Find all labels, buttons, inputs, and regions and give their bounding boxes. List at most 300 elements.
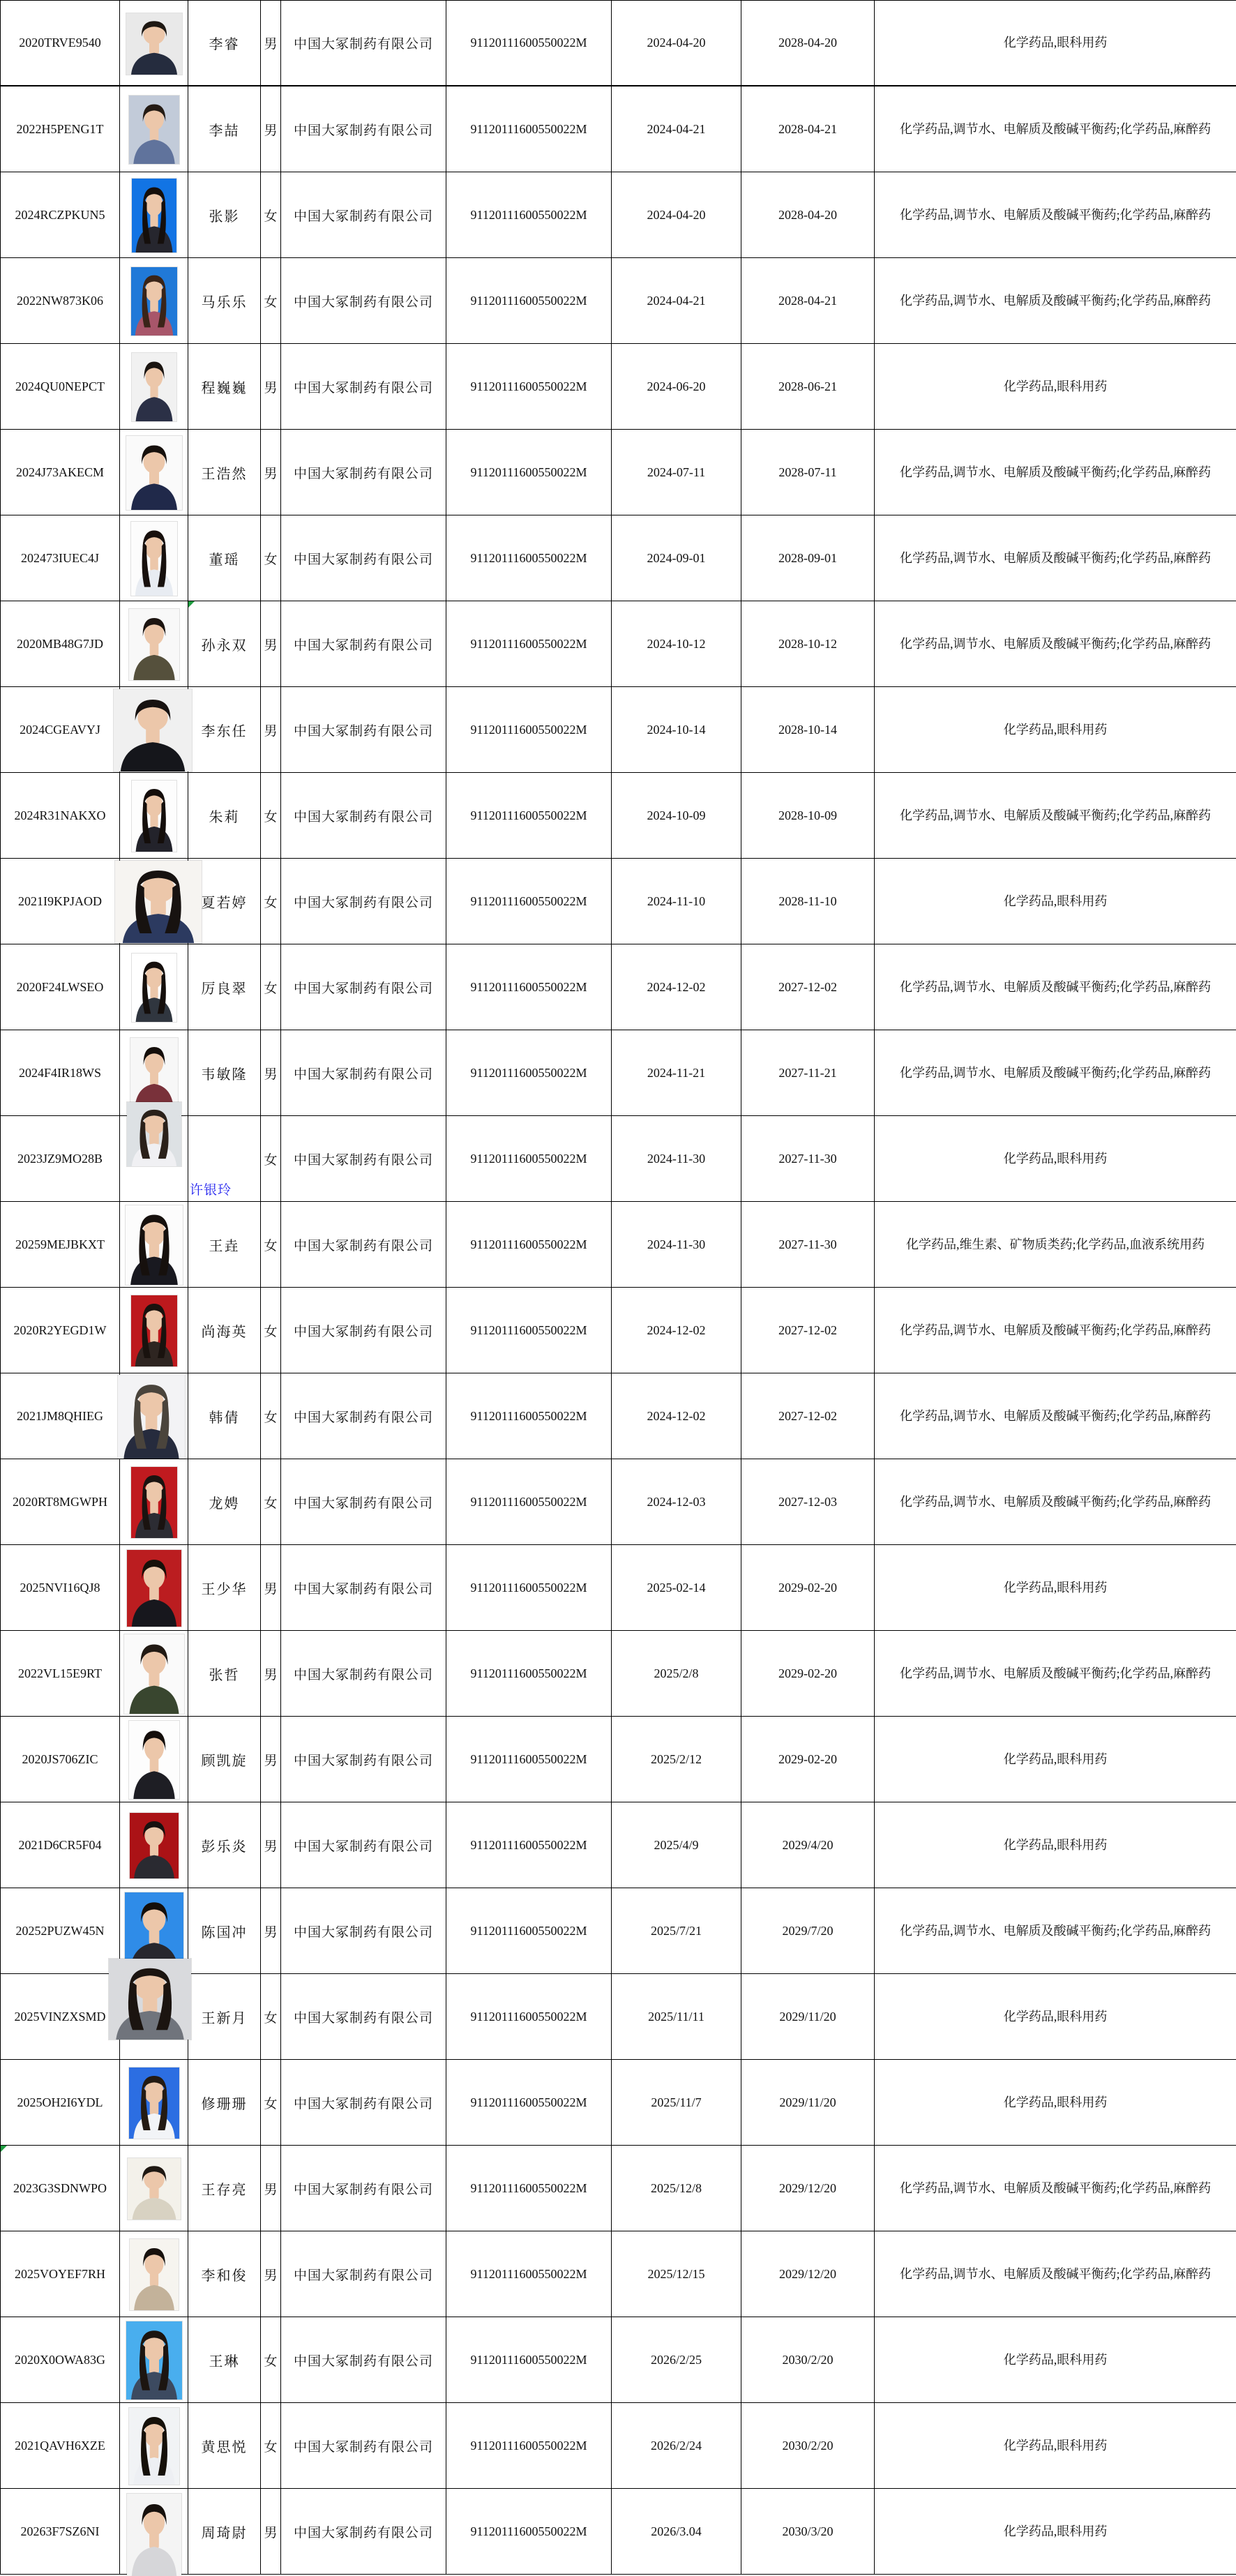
id-cell[interactable] <box>1 1802 120 1888</box>
name-cell[interactable] <box>188 2317 261 2402</box>
id-cell[interactable] <box>1 1459 120 1544</box>
credit-code-cell[interactable] <box>446 2317 612 2402</box>
portrait-photo[interactable] <box>129 2408 179 2485</box>
expiry-date-cell[interactable] <box>741 1116 875 1201</box>
credit-code-cell[interactable] <box>446 1030 612 1115</box>
issue-date-cell[interactable] <box>612 773 741 858</box>
photo-cell[interactable] <box>120 430 188 515</box>
expiry-date-cell[interactable] <box>741 1717 875 1802</box>
portrait-photo[interactable] <box>109 1959 191 2040</box>
company-cell[interactable] <box>281 2231 446 2317</box>
portrait-photo[interactable] <box>126 1205 183 1285</box>
name-cell[interactable] <box>188 2231 261 2317</box>
expiry-date-cell[interactable] <box>741 258 875 343</box>
issue-date-cell[interactable] <box>612 1888 741 1973</box>
id-cell[interactable] <box>1 1373 120 1459</box>
portrait-photo[interactable] <box>132 179 176 253</box>
name-cell[interactable] <box>188 344 261 429</box>
photo-cell[interactable] <box>120 1974 188 2059</box>
portrait-photo[interactable] <box>124 1634 184 1714</box>
category-cell[interactable] <box>875 601 1236 686</box>
issue-date-cell[interactable] <box>612 1373 741 1459</box>
credit-code-cell[interactable] <box>446 1459 612 1544</box>
company-cell[interactable] <box>281 1974 446 2059</box>
category-cell[interactable] <box>875 2317 1236 2402</box>
category-cell[interactable] <box>875 2489 1236 2574</box>
issue-date-cell[interactable] <box>612 515 741 601</box>
company-cell[interactable] <box>281 515 446 601</box>
credit-code-cell[interactable] <box>446 1717 612 1802</box>
photo-cell[interactable] <box>120 86 188 172</box>
photo-cell[interactable] <box>120 687 188 772</box>
gender-cell[interactable] <box>261 2146 281 2231</box>
company-cell[interactable] <box>281 601 446 686</box>
expiry-date-cell[interactable] <box>741 1459 875 1544</box>
credit-code-cell[interactable] <box>446 515 612 601</box>
id-cell[interactable] <box>1 2489 120 2574</box>
credit-code-cell[interactable] <box>446 1288 612 1373</box>
issue-date-cell[interactable] <box>612 2146 741 2231</box>
credit-code-cell[interactable] <box>446 86 612 172</box>
expiry-date-cell[interactable] <box>741 2146 875 2231</box>
photo-cell[interactable] <box>120 1 188 85</box>
credit-code-cell[interactable] <box>446 344 612 429</box>
portrait-photo[interactable] <box>128 2158 181 2220</box>
portrait-photo[interactable] <box>131 522 177 596</box>
expiry-date-cell[interactable] <box>741 430 875 515</box>
company-cell[interactable] <box>281 1373 446 1459</box>
credit-code-cell[interactable] <box>446 1202 612 1287</box>
company-cell[interactable] <box>281 172 446 257</box>
issue-date-cell[interactable] <box>612 2489 741 2574</box>
company-cell[interactable] <box>281 86 446 172</box>
expiry-date-cell[interactable] <box>741 2060 875 2145</box>
gender-cell[interactable] <box>261 1202 281 1287</box>
company-cell[interactable] <box>281 258 446 343</box>
credit-code-cell[interactable] <box>446 773 612 858</box>
gender-cell[interactable] <box>261 1373 281 1459</box>
name-cell[interactable] <box>188 2060 261 2145</box>
category-cell[interactable] <box>875 172 1236 257</box>
expiry-date-cell[interactable] <box>741 86 875 172</box>
id-cell[interactable] <box>1 859 120 944</box>
category-cell[interactable] <box>875 944 1236 1030</box>
category-cell[interactable] <box>875 1888 1236 1973</box>
id-cell[interactable] <box>1 1116 120 1201</box>
credit-code-cell[interactable] <box>446 1888 612 1973</box>
expiry-date-cell[interactable] <box>741 1974 875 2059</box>
portrait-photo[interactable] <box>126 436 182 510</box>
portrait-photo[interactable] <box>115 861 202 943</box>
table-row <box>1 1545 1236 1631</box>
id-cell[interactable] <box>1 1631 120 1716</box>
category-cell[interactable] <box>875 773 1236 858</box>
gender-cell[interactable] <box>261 1116 281 1201</box>
credit-code-cell[interactable] <box>446 258 612 343</box>
gender-cell[interactable] <box>261 1030 281 1115</box>
portrait-photo[interactable] <box>129 1721 179 1799</box>
gender-cell[interactable] <box>261 2060 281 2145</box>
photo-cell[interactable] <box>120 1802 188 1888</box>
name-cell[interactable] <box>188 1459 261 1544</box>
company-cell[interactable] <box>281 687 446 772</box>
issue-date-cell[interactable] <box>612 1545 741 1630</box>
photo-cell[interactable] <box>120 2231 188 2317</box>
category-cell[interactable] <box>875 859 1236 944</box>
credit-code-cell[interactable] <box>446 944 612 1030</box>
expiry-date-cell[interactable] <box>741 172 875 257</box>
company-cell[interactable] <box>281 1288 446 1373</box>
category-cell[interactable] <box>875 1 1236 85</box>
issue-date-cell[interactable] <box>612 601 741 686</box>
issue-date-cell[interactable] <box>612 1202 741 1287</box>
category-cell[interactable] <box>875 344 1236 429</box>
expiry-date-cell[interactable] <box>741 1545 875 1630</box>
company-cell[interactable] <box>281 2317 446 2402</box>
issue-date-cell[interactable] <box>612 2231 741 2317</box>
name-cell[interactable] <box>188 1974 261 2059</box>
photo-cell[interactable] <box>120 944 188 1030</box>
name-cell[interactable] <box>188 1116 261 1201</box>
gender-cell[interactable] <box>261 2489 281 2574</box>
name-cell[interactable] <box>188 258 261 343</box>
issue-date-cell[interactable] <box>612 1288 741 1373</box>
photo-cell[interactable] <box>120 2489 188 2574</box>
category-cell[interactable] <box>875 1202 1236 1287</box>
credit-code-cell[interactable] <box>446 1802 612 1888</box>
credit-code-cell[interactable] <box>446 2403 612 2488</box>
issue-date-cell[interactable] <box>612 2060 741 2145</box>
company-cell[interactable] <box>281 944 446 1030</box>
id-cell[interactable] <box>1 944 120 1030</box>
issue-date-cell[interactable] <box>612 1802 741 1888</box>
issue-date-cell[interactable] <box>612 258 741 343</box>
photo-cell[interactable] <box>120 1459 188 1544</box>
company-cell[interactable] <box>281 1459 446 1544</box>
expiry-date-cell[interactable] <box>741 2489 875 2574</box>
expiry-date-cell[interactable] <box>741 1802 875 1888</box>
name-cell[interactable] <box>188 1373 261 1459</box>
photo-cell[interactable] <box>120 2146 188 2231</box>
name-cell[interactable] <box>188 2489 261 2574</box>
credit-code-cell[interactable] <box>446 2231 612 2317</box>
gender-cell[interactable] <box>261 344 281 429</box>
name-cell[interactable] <box>188 773 261 858</box>
credit-code-cell[interactable] <box>446 1116 612 1201</box>
name-hyperlink[interactable]: 许银玲 <box>190 1183 232 1198</box>
gender-cell[interactable] <box>261 1545 281 1630</box>
category-text: 化学药品,调节水、电解质及酸碱平衡药;化学药品,麻醉药 <box>900 1666 1211 1680</box>
photo-cell[interactable] <box>120 172 188 257</box>
gender-cell[interactable] <box>261 2317 281 2402</box>
credit-code-cell[interactable] <box>446 601 612 686</box>
expiry-date-cell[interactable] <box>741 859 875 944</box>
expiry-date-cell[interactable] <box>741 944 875 1030</box>
company-cell[interactable] <box>281 1030 446 1115</box>
expiry-date-cell[interactable] <box>741 344 875 429</box>
company-cell[interactable] <box>281 1545 446 1630</box>
name-cell[interactable] <box>188 601 261 686</box>
id-cell[interactable] <box>1 687 120 772</box>
issue-date-cell[interactable] <box>612 1 741 85</box>
portrait-photo[interactable] <box>129 96 179 164</box>
portrait-photo[interactable] <box>127 1550 181 1627</box>
id-cell[interactable] <box>1 2317 120 2402</box>
issue-date-cell[interactable] <box>612 859 741 944</box>
portrait-photo[interactable] <box>131 267 177 336</box>
photo-cell[interactable] <box>120 859 188 944</box>
id-cell[interactable] <box>1 1202 120 1287</box>
name-cell[interactable] <box>188 687 261 772</box>
gender-cell[interactable] <box>261 1888 281 1973</box>
expiry-date-cell[interactable] <box>741 1202 875 1287</box>
category-cell[interactable] <box>875 1802 1236 1888</box>
name-cell[interactable] <box>188 1631 261 1716</box>
portrait-photo[interactable] <box>126 2321 182 2400</box>
portrait-photo[interactable] <box>127 2494 181 2576</box>
photo-cell[interactable] <box>120 515 188 601</box>
photo-cell[interactable] <box>120 2403 188 2488</box>
gender-cell[interactable] <box>261 430 281 515</box>
credit-code-cell[interactable] <box>446 1631 612 1716</box>
credit-code-cell[interactable] <box>446 859 612 944</box>
issue-date-cell[interactable] <box>612 1631 741 1716</box>
id-cell[interactable] <box>1 2403 120 2488</box>
portrait-photo[interactable] <box>127 1102 181 1166</box>
photo-cell[interactable] <box>120 1717 188 1802</box>
id-cell[interactable] <box>1 2231 120 2317</box>
gender-cell[interactable] <box>261 773 281 858</box>
credit-code-cell[interactable] <box>446 1 612 85</box>
portrait-photo[interactable] <box>130 1813 179 1878</box>
id-cell[interactable] <box>1 1974 120 2059</box>
category-cell[interactable] <box>875 1116 1236 1201</box>
portrait-photo[interactable] <box>132 781 176 852</box>
category-cell[interactable] <box>875 1545 1236 1630</box>
credit-code-cell[interactable] <box>446 172 612 257</box>
expiry-date-cell[interactable] <box>741 773 875 858</box>
id-cell[interactable] <box>1 1888 120 1973</box>
photo-cell[interactable] <box>120 258 188 343</box>
company-cell[interactable] <box>281 430 446 515</box>
gender-cell[interactable] <box>261 944 281 1030</box>
credit-code-cell[interactable] <box>446 430 612 515</box>
issue-date-cell[interactable] <box>612 1717 741 1802</box>
photo-cell[interactable] <box>120 2060 188 2145</box>
portrait-photo[interactable] <box>114 689 192 771</box>
id-cell[interactable] <box>1 515 120 601</box>
gender-cell[interactable] <box>261 1459 281 1544</box>
portrait-photo[interactable] <box>126 13 182 75</box>
id-cell[interactable] <box>1 1 120 85</box>
company-cell[interactable] <box>281 344 446 429</box>
photo-cell[interactable] <box>120 1116 188 1201</box>
photo-cell[interactable] <box>120 1202 188 1287</box>
category-cell[interactable] <box>875 515 1236 601</box>
id-cell[interactable] <box>1 258 120 343</box>
company-cell[interactable] <box>281 773 446 858</box>
issue-date-cell[interactable] <box>612 430 741 515</box>
category-cell[interactable] <box>875 430 1236 515</box>
credit-code-cell[interactable] <box>446 2060 612 2145</box>
company-cell[interactable] <box>281 2146 446 2231</box>
category-cell[interactable] <box>875 1974 1236 2059</box>
company-cell[interactable] <box>281 1 446 85</box>
issue-date-cell[interactable] <box>612 1459 741 1544</box>
gender-cell[interactable] <box>261 172 281 257</box>
credit-code-cell[interactable] <box>446 1974 612 2059</box>
gender-cell[interactable] <box>261 2231 281 2317</box>
issue-date-cell[interactable] <box>612 1116 741 1201</box>
category-cell[interactable] <box>875 258 1236 343</box>
portrait-photo[interactable] <box>130 1038 178 1109</box>
gender-cell[interactable] <box>261 1974 281 2059</box>
photo-cell[interactable] <box>120 1288 188 1373</box>
photo-cell[interactable] <box>120 2317 188 2402</box>
portrait-photo[interactable] <box>131 1295 177 1366</box>
gender-cell[interactable] <box>261 258 281 343</box>
id-cell[interactable] <box>1 86 120 172</box>
credit-code-cell[interactable] <box>446 687 612 772</box>
id-cell[interactable] <box>1 430 120 515</box>
credit-code-cell[interactable] <box>446 2489 612 2574</box>
gender-cell[interactable] <box>261 1717 281 1802</box>
name-cell[interactable] <box>188 1717 261 1802</box>
portrait-photo[interactable] <box>129 2067 179 2139</box>
credit-code-cell[interactable] <box>446 1545 612 1630</box>
company-cell[interactable] <box>281 1631 446 1716</box>
credit-code-cell[interactable] <box>446 1373 612 1459</box>
expiry-date-cell[interactable] <box>741 2231 875 2317</box>
category-cell[interactable] <box>875 2403 1236 2488</box>
company-cell[interactable] <box>281 1888 446 1973</box>
gender-cell[interactable] <box>261 515 281 601</box>
expiry-date-cell[interactable] <box>741 1 875 85</box>
category-cell[interactable] <box>875 1288 1236 1373</box>
expiry-date-cell[interactable] <box>741 2403 875 2488</box>
company-cell[interactable] <box>281 859 446 944</box>
category-cell[interactable] <box>875 1631 1236 1716</box>
id-cell[interactable] <box>1 773 120 858</box>
gender-cell[interactable] <box>261 1802 281 1888</box>
portrait-photo[interactable] <box>132 353 176 421</box>
name-cell[interactable] <box>188 172 261 257</box>
expiry-date-cell[interactable] <box>741 1888 875 1973</box>
id-cell[interactable] <box>1 172 120 257</box>
name-cell[interactable] <box>188 1802 261 1888</box>
gender-cell[interactable] <box>261 1631 281 1716</box>
name-cell[interactable] <box>188 2146 261 2231</box>
category-cell[interactable] <box>875 2060 1236 2145</box>
expiry-date-cell[interactable] <box>741 601 875 686</box>
portrait-photo[interactable] <box>118 1375 185 1459</box>
issue-date-cell[interactable] <box>612 1974 741 2059</box>
category-cell[interactable] <box>875 1459 1236 1544</box>
issue-date-cell[interactable] <box>612 172 741 257</box>
id-cell[interactable] <box>1 2060 120 2145</box>
portrait-photo[interactable] <box>131 1467 177 1538</box>
name-cell[interactable] <box>188 1 261 85</box>
id-cell[interactable] <box>1 1717 120 1802</box>
expiry-date: 2028-04-20 <box>778 36 837 50</box>
expiry-date-cell[interactable] <box>741 1030 875 1115</box>
name-cell[interactable] <box>188 1202 261 1287</box>
name-cell[interactable] <box>188 1288 261 1373</box>
issue-date-cell[interactable] <box>612 2403 741 2488</box>
gender-cell[interactable] <box>261 2403 281 2488</box>
photo-cell[interactable] <box>120 344 188 429</box>
photo-cell[interactable] <box>120 1545 188 1630</box>
expiry-date-cell[interactable] <box>741 1288 875 1373</box>
company-cell[interactable] <box>281 2403 446 2488</box>
photo-cell[interactable] <box>120 601 188 686</box>
expiry-date-cell[interactable] <box>741 1631 875 1716</box>
id-cell[interactable] <box>1 1288 120 1373</box>
name-cell[interactable] <box>188 2403 261 2488</box>
gender-cell[interactable] <box>261 86 281 172</box>
expiry-date-cell[interactable] <box>741 687 875 772</box>
company-cell[interactable] <box>281 2060 446 2145</box>
id-cell[interactable] <box>1 344 120 429</box>
name-cell[interactable] <box>188 515 261 601</box>
issue-date-cell[interactable] <box>612 944 741 1030</box>
name-cell[interactable] <box>188 430 261 515</box>
gender-cell[interactable] <box>261 859 281 944</box>
credit-code-cell[interactable] <box>446 2146 612 2231</box>
issue-date-cell[interactable] <box>612 86 741 172</box>
name-cell[interactable] <box>188 1545 261 1630</box>
expiry-date-cell[interactable] <box>741 2317 875 2402</box>
category-cell[interactable] <box>875 687 1236 772</box>
name-cell[interactable] <box>188 1888 261 1973</box>
issue-date-cell[interactable] <box>612 344 741 429</box>
id-cell[interactable] <box>1 2146 120 2231</box>
category-cell[interactable] <box>875 2231 1236 2317</box>
company-cell[interactable] <box>281 1116 446 1201</box>
name-cell[interactable] <box>188 86 261 172</box>
gender-cell[interactable] <box>261 1288 281 1373</box>
photo-cell[interactable] <box>120 1373 188 1459</box>
photo-cell[interactable] <box>120 1631 188 1716</box>
category-cell[interactable] <box>875 2146 1236 2231</box>
id-cell[interactable] <box>1 601 120 686</box>
gender-cell[interactable] <box>261 601 281 686</box>
portrait-photo[interactable] <box>130 2239 179 2310</box>
id-cell[interactable] <box>1 1545 120 1630</box>
issue-date-cell[interactable] <box>612 2317 741 2402</box>
name-cell[interactable] <box>188 1030 261 1115</box>
portrait-photo[interactable] <box>132 954 176 1022</box>
category-cell[interactable] <box>875 1030 1236 1115</box>
issue-date-cell[interactable] <box>612 687 741 772</box>
gender-cell[interactable] <box>261 687 281 772</box>
expiry-date-cell[interactable] <box>741 515 875 601</box>
category-cell[interactable] <box>875 1373 1236 1459</box>
issue-date-cell[interactable] <box>612 1030 741 1115</box>
gender-cell[interactable] <box>261 1 281 85</box>
category-cell[interactable] <box>875 1717 1236 1802</box>
photo-cell[interactable] <box>120 773 188 858</box>
company-cell[interactable] <box>281 1202 446 1287</box>
category-cell[interactable] <box>875 86 1236 172</box>
company-cell[interactable] <box>281 1802 446 1888</box>
company-cell[interactable] <box>281 2489 446 2574</box>
name-cell[interactable] <box>188 944 261 1030</box>
expiry-date-cell[interactable] <box>741 1373 875 1459</box>
company-cell[interactable] <box>281 1717 446 1802</box>
id-cell[interactable] <box>1 1030 120 1115</box>
portrait-photo[interactable] <box>129 609 179 680</box>
